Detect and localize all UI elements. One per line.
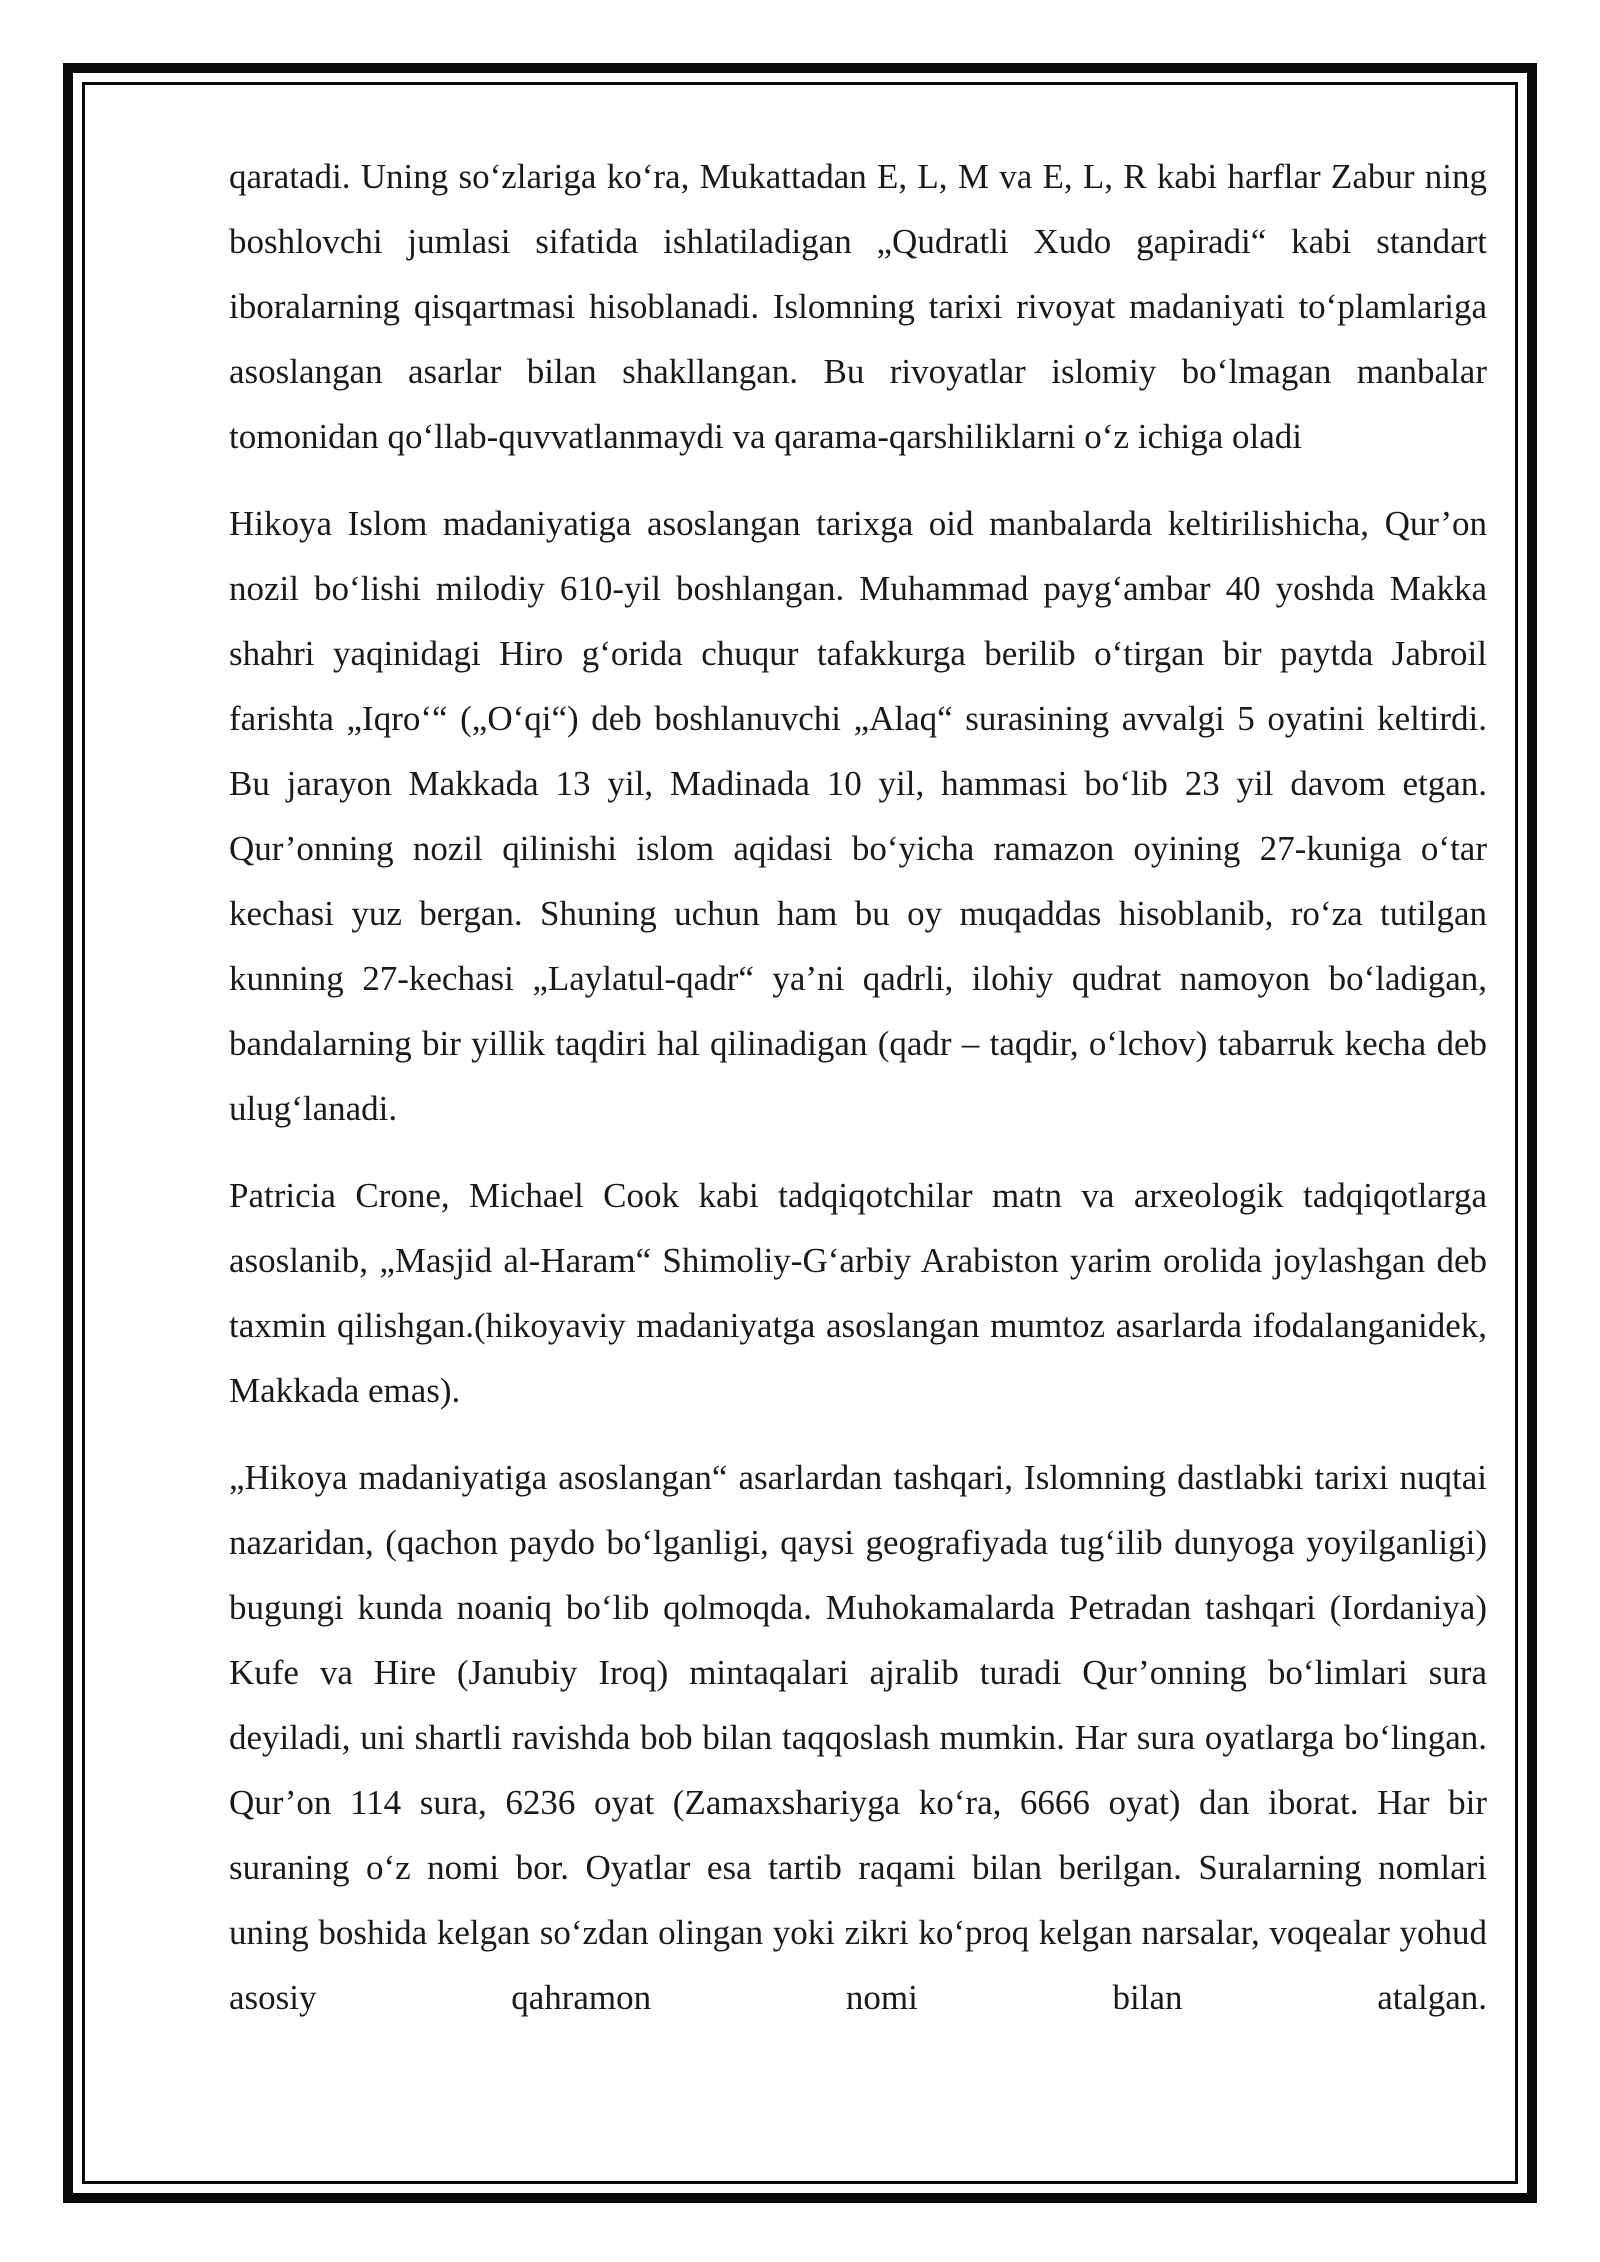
paragraph-2: Hikoya Islom madaniyatiga asoslangan tarixga oid manbalarda keltirilishicha, Qur’on nozil bo‘lishi milodiy 610-yil boshlangan. Muhammad payg‘ambar 40 yoshda Makka shahri yaqinidagi Hiro g‘orida chuqur tafakkurga berilib o‘tirgan bir paytda Jabroil farishta „Iqro‘“ („O‘qi“) deb boshlanuvchi „Alaq“ surasining avvalgi 5 oyatini keltirdi. Bu jarayon Makkada 13 yil, Madinada 10 yil, hammasi bo‘lib 23 yil davom etgan. Qur’onning nozil qilinishi islom aqidasi bo‘yicha ramazon oyining 27-kuniga o‘tar kechasi yuz bergan. Shuning uchun ham bu oy muqaddas hisoblanib, ro‘za tutilgan kunning 27-kechasi „Laylatul-qadr“ ya’ni qadrli, ilohiy qudrat namoyon bo‘ladigan, bandalarning bir yillik taqdiri hal qilinadigan (qadr – taqdir, o‘lchov) tabarruk kecha deb ulug‘lanadi. — [229, 504, 1487, 1128]
paragraph-3: Patricia Crone, Michael Cook kabi tadqiqotchilar matn va arxeologik tadqiqotlarga asoslanib, „Masjid al-Haram“ Shimoliy-G‘arbiy Arabiston yarim orolida joylashgan deb taxmin qilishgan.(hikoyaviy madaniyatga asoslangan mumtoz asarlarda ifodalanganidek, Makkada emas). — [229, 1176, 1487, 1410]
paragraph-4: „Hikoya madaniyatiga asoslangan“ asarlardan tashqari, Islomning dastlabki tarixi nuqtai nazaridan, (qachon paydo bo‘lganligi, qaysi geografiyada tug‘ilib dunyoga yoyilganligi) bugungi kunda noaniq bo‘lib qolmoqda. Muhokamalarda Petradan tashqari (Iordaniya) Kufe va Hire (Janubiy Iroq) mintaqalari ajralib turadi Qur’onning bo‘limlari sura deyiladi, uni shartli ravishda bob bilan taqqoslash mumkin. Har sura oyatlarga bo‘lingan. Qur’on 114 sura, 6236 oyat (Zamaxshariyga ko‘ra, 6666 oyat) dan iborat. Har bir suraning o‘z nomi bor. Oyatlar esa tartib raqami bilan berilgan. Suralarning nomlari uning boshida kelgan so‘zdan olingan yoki zikri ko‘proq kelgan narsalar, voqealar yohud asosiy qahramon nomi bilan atalgan. — [229, 1458, 1487, 2017]
paragraph-1: qaratadi. Uning so‘zlariga ko‘ra, Mukattadan E, L, M va E, L, R kabi harflar Zabur ning boshlovchi jumlasi sifatida ishlatiladigan „Qudratli Xudo gapiradi“ kabi standart iboralarning qisqartmasi hisoblanadi. Islomning tarixi rivoyat madaniyati to‘plamlariga asoslangan asarlar bilan shakllangan. Bu rivoyatlar islomiy bo‘lmagan manbalar tomonidan qo‘llab-quvvatlanmaydi va qarama-qarshiliklarni o‘z ichiga oladi — [229, 157, 1487, 456]
document-body — [229, 144, 1487, 2030]
